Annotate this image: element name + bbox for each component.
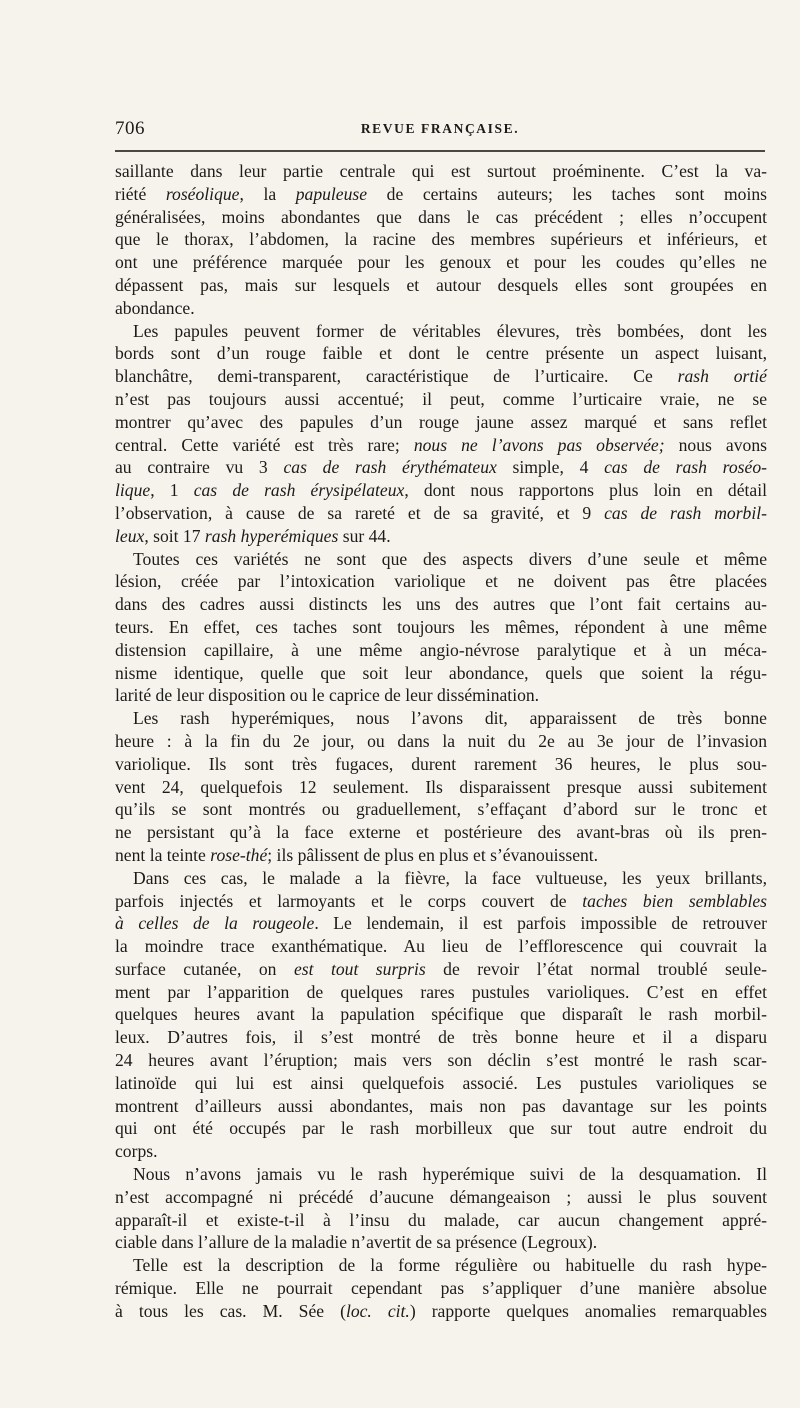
text-line (115, 593, 767, 616)
text-segment: apparaît-il et existe-t-il à l’insu du malade, car aucun changement appré- (115, 1209, 767, 1230)
text-line (115, 1186, 767, 1209)
text-line (115, 434, 767, 457)
text-segment: , 1 (150, 480, 194, 501)
text-line (115, 1209, 767, 1232)
italic-text: rose-thé (210, 844, 268, 865)
running-title: REVUE FRANÇAISE. (360, 121, 520, 136)
running-header (115, 118, 765, 142)
italic-text: loc. cit. (345, 1300, 410, 1321)
text-segment: ont une préférence marquée pour les genoux et pour les coudes qu’elles ne (115, 252, 767, 273)
text-segment: à tous les cas. M. Sée ( (115, 1300, 346, 1321)
text-segment: dépassent pas, mais sur lesquels et autour desquels elles sont groupées en (115, 274, 767, 295)
text-line (115, 388, 767, 411)
text-segment: corps. (115, 1141, 158, 1162)
text-line (115, 1072, 767, 1095)
text-line (115, 1231, 767, 1254)
text-segment: nisme identique, quelle que soit leur abondance, quels que soient la régu- (115, 662, 767, 683)
text-segment: rémique. Elle ne pourrait cependant pas s’appliquer d’une manière absolue (115, 1278, 767, 1299)
text-line (115, 1026, 767, 1049)
text-segment: central. Cette variété est très rare; (115, 434, 414, 455)
text-line (115, 502, 767, 525)
text-line (115, 456, 767, 479)
italic-text: cas de rash érythémateux (283, 457, 497, 478)
text-line (115, 1300, 767, 1323)
italic-text: papuleuse (295, 183, 368, 204)
text-line (115, 297, 767, 320)
text-segment: de certains auteurs; les taches sont moins (367, 183, 767, 204)
text-segment: surface cutanée, on (115, 958, 294, 979)
text-segment: , dont nous rapportons plus loin en détail (404, 480, 767, 501)
text-segment: latinoïde qui lui est ainsi quelquefois associé. Les pustules varioliques se (115, 1072, 767, 1093)
text-line (115, 548, 767, 571)
text-segment: généralisées, moins abondantes que dans le cas précédent ; elles n’occupent (115, 206, 767, 227)
page-number: 706 (115, 118, 145, 139)
text-segment: l’observation, à cause de sa rareté et de sa gravité, et 9 (115, 502, 605, 523)
italic-text: roséolique (165, 183, 240, 204)
text-segment: ne persistant qu’à la face externe et postérieure des avant-bras où ils pren- (115, 822, 767, 843)
text-line (115, 798, 767, 821)
text-line (115, 1095, 767, 1118)
text-segment: sur 44. (338, 525, 391, 546)
text-line (115, 1277, 767, 1300)
text-line (115, 411, 767, 434)
text-segment: teurs. En effet, ces taches sont toujours les mêmes, répondent à une même (115, 616, 767, 637)
text-line (115, 479, 767, 502)
text-line (115, 912, 767, 935)
text-segment: qui ont été occupés par le rash morbilleux que sur tout autre endroit du (115, 1118, 767, 1139)
text-segment: lésion, créée par l’intoxication variolique et ne doivent pas être placées (115, 571, 767, 592)
text-segment: , soit 17 (144, 525, 205, 546)
italic-text: taches bien semblables (582, 890, 768, 911)
text-segment: larité de leur disposition ou le caprice de leur dissémination. (115, 685, 540, 706)
text-segment: n’est pas toujours aussi accentué; il peut, comme l’urticaire vraie, ne se (115, 388, 767, 409)
text-line (115, 320, 767, 343)
text-segment: Toutes ces variétés ne sont que des aspects divers d’une seule et même (133, 548, 767, 569)
text-segment: ) rapporte quelques anomalies remarquables (409, 1300, 767, 1321)
italic-text: cas de rash érysipélateux (193, 480, 405, 501)
text-line (115, 183, 767, 206)
italic-text: cas de rash morbil- (604, 502, 767, 523)
text-segment: ; ils pâlissent de plus en plus et s’évanouissent. (267, 844, 599, 865)
text-segment: Les rash hyperémiques, nous l’avons dit, apparaissent de très bonne (133, 708, 767, 729)
text-line (115, 1117, 767, 1140)
text-segment: riété (115, 183, 166, 204)
italic-text: cas de rash roséo- (604, 457, 767, 478)
text-segment: abondance. (115, 297, 195, 318)
text-line (115, 365, 767, 388)
text-segment: quelques heures avant la papulation spécifique que disparaît le rash morbil- (115, 1004, 767, 1025)
text-segment: heure : à la fin du 2e jour, ou dans la nuit du 2e au 3e jour de l’invasion (115, 730, 767, 751)
body-text (115, 160, 767, 1323)
text-line (115, 1140, 767, 1163)
text-line (115, 958, 767, 981)
text-line (115, 525, 767, 548)
italic-text: est tout surpris (293, 958, 426, 979)
text-line (115, 1163, 767, 1186)
header-rule (115, 150, 765, 152)
text-line (115, 935, 767, 958)
text-line (115, 707, 767, 730)
text-line (115, 867, 767, 890)
text-line (115, 730, 767, 753)
text-segment: la moindre trace exanthématique. Au lieu de l’efflorescence qui couvrait la (115, 936, 767, 957)
text-segment: , la (239, 183, 296, 204)
text-line (115, 616, 767, 639)
text-line (115, 1003, 767, 1026)
text-segment: parfois injectés et larmoyants et le corps couvert de (115, 890, 583, 911)
text-segment: Telle est la description de la forme régulière ou habituelle du rash hype- (133, 1255, 767, 1276)
text-segment: Dans ces cas, le malade a la fièvre, la face vultueuse, les yeux brillants, (133, 867, 767, 888)
text-line (115, 1049, 767, 1072)
text-line (115, 844, 767, 867)
text-segment: blanchâtre, demi-transparent, caractéristique de l’urticaire. Ce (115, 366, 678, 387)
text-segment: leux. D’autres fois, il s’est montré de très bonne heure et il a disparu (115, 1027, 767, 1048)
text-segment: 24 heures avant l’éruption; mais vers son déclin s’est montré le rash scar- (115, 1050, 767, 1071)
text-segment: que le thorax, l’abdomen, la racine des membres supérieurs et inférieurs, et (115, 229, 767, 250)
text-segment: ciable dans l’allure de la maladie n’avertit de sa présence (Legroux). (115, 1232, 598, 1253)
text-segment: distension capillaire, à une même angio-névrose paralytique et à un méca- (115, 639, 767, 660)
text-segment: simple, 4 (496, 457, 605, 478)
text-segment: nous avons (664, 434, 767, 455)
text-line (115, 684, 767, 707)
text-line (115, 753, 767, 776)
text-segment: . Le lendemain, il est parfois impossible de retrouver (314, 913, 767, 934)
italic-text: leux (115, 525, 145, 546)
text-line (115, 274, 767, 297)
text-line (115, 890, 767, 913)
text-segment: n’est accompagné ni précédé d’aucune démangeaison ; aussi le plus souvent (115, 1186, 767, 1207)
text-line (115, 776, 767, 799)
text-segment: saillante dans leur partie centrale qui est surtout proéminente. C’est la va- (115, 161, 767, 181)
italic-text: rash hyperémiques (204, 525, 339, 546)
text-line (115, 639, 767, 662)
text-line (115, 570, 767, 593)
text-line (115, 662, 767, 685)
italic-text: rash ortié (677, 366, 767, 387)
text-segment: dans des cadres aussi distincts les uns des autres que l’ont fait certains au- (115, 594, 767, 615)
text-segment: montrent d’ailleurs aussi abondantes, mais non pas davantage sur les points (115, 1095, 767, 1116)
italic-text: à celles de la rougeole (115, 913, 315, 934)
text-segment: ment par l’apparition de quelques rares pustules varioliques. C’est en effet (115, 981, 767, 1002)
text-line (115, 251, 767, 274)
text-line (115, 228, 767, 251)
text-segment: nent la teinte (115, 844, 211, 865)
text-line (115, 821, 767, 844)
text-segment: montrer qu’avec des papules d’un rouge jaune assez marqué et sans reflet (115, 411, 767, 432)
text-segment: Les papules peuvent former de véritables élevures, très bombées, dont les (133, 320, 767, 341)
text-segment: Nous n’avons jamais vu le rash hyperémique suivi de la desquamation. Il (133, 1164, 767, 1185)
text-line (115, 206, 767, 229)
text-segment: vent 24, quelquefois 12 seulement. Ils disparaissent presque aussi subitement (115, 776, 767, 797)
italic-text: lique (115, 480, 151, 501)
text-segment: qu’ils se sont montrés ou graduellement, s’effaçant d’abord sur le tronc et (115, 799, 767, 820)
text-segment: de revoir l’état normal troublé seule- (425, 958, 767, 979)
text-segment: au contraire vu 3 (115, 457, 284, 478)
text-line (115, 981, 767, 1004)
text-line (115, 342, 767, 365)
text-segment: bords sont d’un rouge faible et dont le centre présente un aspect luisant, (115, 343, 767, 364)
text-segment: variolique. Ils sont très fugaces, durent rarement 36 heures, le plus sou- (115, 753, 767, 774)
italic-text: nous ne l’avons pas observée; (413, 434, 665, 455)
text-line (115, 160, 767, 183)
text-line (115, 1254, 767, 1277)
